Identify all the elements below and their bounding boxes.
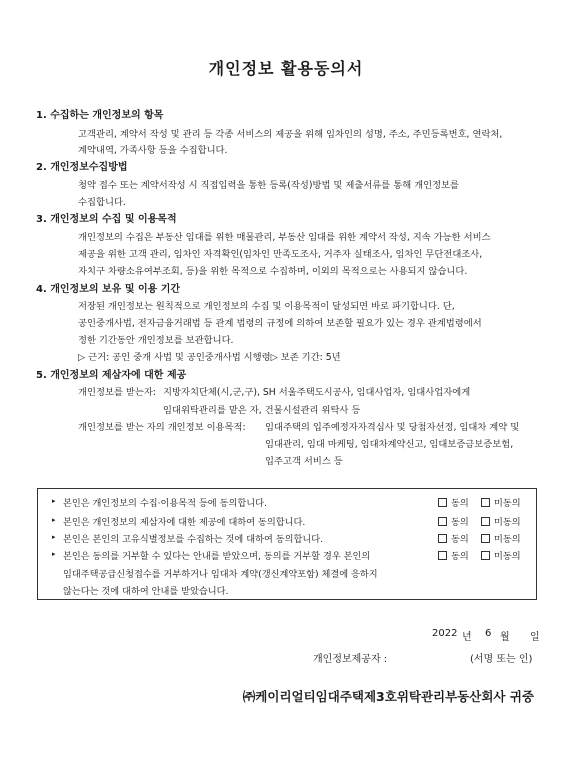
consent-bullet-1: ▸ (52, 497, 56, 505)
section-3-line-1: 개인정보의 수집은 부동산 임대를 위한 매물관리, 부동산 임대를 위한 계약서 작성, 지속 가능한 서비스 (78, 232, 491, 243)
section-4-line-4: ▷ 근거: 공인 중개 사법 및 공인중개사법 시행령▷ 보존 기간: 5년 (78, 352, 341, 363)
section-4-line-2: 공인중개사법, 전자금융거래법 등 관계 법령의 규정에 의하여 보존할 필요가 있는 경우 관계법령에서 (78, 318, 482, 329)
section-3-line-2: 제공을 위한 고객 관리, 임차인 자격확인(임차인 만족도조사, 거주자 실태조사, 임차인 무단전대조사, (78, 249, 483, 260)
checkbox-icon[interactable] (481, 517, 490, 526)
consent-bullet-4: ▸ (52, 550, 56, 558)
recipients-label: 개인정보를 받는자: (78, 387, 156, 398)
checkbox-icon[interactable] (481, 551, 490, 560)
checkbox-icon[interactable] (481, 498, 490, 507)
purpose-line-1: 임대주택의 입주예정자자격심사 및 당첨자선정, 임대차 계약 및 (265, 422, 520, 433)
section-4-line-1: 저장된 개인정보는 원칙적으로 개인정보의 수집 및 이용목적이 달성되면 바로 파기합니다. 단, (78, 301, 455, 312)
consent-item-3-agree[interactable]: 동의 (438, 531, 469, 545)
consent-item-2-text: 본인은 개인정보의 제삼자에 대한 제공에 대하여 동의합니다. (63, 517, 306, 528)
company-name: ㈜케이리얼티임대주택제3호위탁관리부동산회사 귀중 (242, 689, 534, 704)
consent-item-4-text-2: 임대주택공급신청접수를 거부하거나 임대차 계약(갱신계약포함) 체결에 응하지 (63, 569, 378, 580)
section-1-heading: 1. 수집하는 개인정보의 항목 (36, 110, 164, 121)
section-3-line-3: 자치구 차량소유여부조회, 등)을 위한 목적으로 수집하며, 이외의 목적으로는 사용되지 않습니다. (78, 266, 468, 277)
checkbox-icon[interactable] (438, 534, 447, 543)
section-2-line-2: 수집합니다. (78, 197, 126, 208)
consent-item-1-agree[interactable]: 동의 (438, 495, 469, 509)
section-3-heading: 3. 개인정보의 수집 및 이용목적 (36, 214, 177, 225)
consent-item-3-text: 본인은 본인의 고유식별정보를 수집하는 것에 대하여 동의합니다. (63, 534, 324, 545)
section-5-heading: 5. 개인정보의 제삼자에 대한 제공 (36, 370, 187, 381)
date-year: 2022 (432, 628, 458, 639)
recipients-line-1: 지방자치단체(시,군,구), SH 서울주택도시공사, 임대사업자, 임대사업자에게 (163, 387, 471, 398)
signature-hint: (서명 또는 인) (470, 654, 533, 665)
consent-item-2-disagree[interactable]: 미동의 (481, 514, 521, 528)
checkbox-icon[interactable] (438, 498, 447, 507)
section-2-heading: 2. 개인정보수집방법 (36, 162, 128, 173)
purpose-line-3: 입주고객 서비스 등 (265, 456, 343, 467)
section-2-line-1: 청약 접수 또는 계약서작성 시 직접입력을 통한 등록(작성)방법 및 제출서류를 통해 개인정보를 (78, 180, 460, 191)
consent-item-4-disagree[interactable]: 미동의 (481, 548, 521, 562)
consent-bullet-3: ▸ (52, 533, 56, 541)
consent-item-2-agree[interactable]: 동의 (438, 514, 469, 528)
section-4-line-3: 정한 기간동안 개인정보를 보관합니다. (78, 335, 234, 346)
date-month: 6 (485, 628, 492, 639)
section-1-line-2: 계약내역, 가족사항 등을 수집합니다. (78, 145, 228, 156)
provider-label: 개인정보제공자 : (313, 654, 388, 665)
document-title: 개인정보 활용동의서 (208, 59, 364, 78)
purpose-line-2: 임대관리, 임대 마케팅, 임대차계약신고, 임대보증금보증보험, (265, 439, 514, 450)
section-1-line-1: 고객관리, 계약서 작성 및 관리 등 각종 서비스의 제공을 위해 임차인의 성명, 주소, 주민등록번호, 연락처, (78, 129, 503, 140)
consent-item-1-text: 본인은 개인정보의 수집·이용목적 등에 동의합니다. (63, 498, 267, 509)
consent-item-4-agree[interactable]: 동의 (438, 548, 469, 562)
consent-item-4-text-1: 본인은 동의를 거부할 수 있다는 안내를 받았으며, 동의를 거부할 경우 본인의 (63, 551, 371, 562)
consent-item-3-disagree[interactable]: 미동의 (481, 531, 521, 545)
recipients-line-2: 임대위탁관리를 맡은 자, 건물시설관리 위탁사 등 (163, 405, 361, 416)
checkbox-icon[interactable] (438, 517, 447, 526)
consent-item-4-text-3: 않는다는 것에 대하여 안내를 받았습니다. (63, 586, 229, 597)
checkbox-icon[interactable] (438, 551, 447, 560)
consent-item-1-disagree[interactable]: 미동의 (481, 495, 521, 509)
checkbox-icon[interactable] (481, 534, 490, 543)
date-month-unit: 월 (500, 632, 510, 643)
purpose-label: 개인정보를 받는 자의 개인정보 이용목적: (78, 422, 246, 433)
consent-bullet-2: ▸ (52, 516, 56, 524)
date-year-unit: 년 (462, 632, 472, 643)
section-4-heading: 4. 개인정보의 보유 및 이용 기간 (36, 284, 181, 295)
date-day-unit: 일 (530, 632, 540, 643)
